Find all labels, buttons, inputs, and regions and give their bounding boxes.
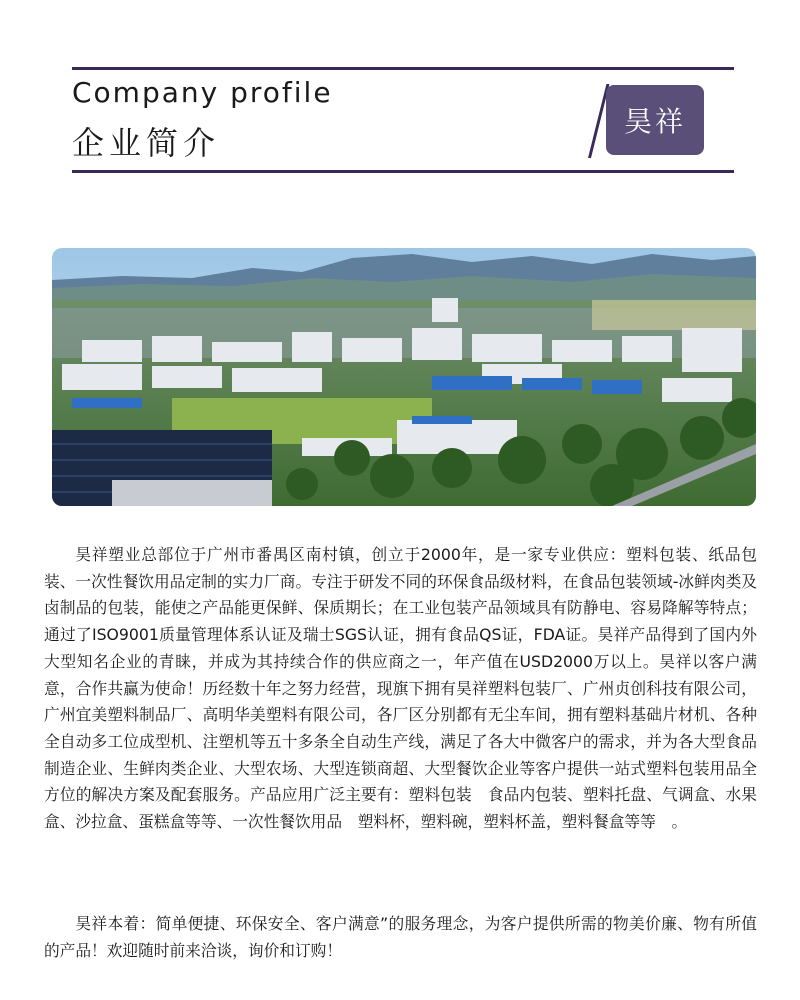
page-title-chinese: 企业简介 — [72, 124, 221, 162]
top-divider — [72, 67, 734, 70]
service-philosophy-paragraph: 昊祥本着：简单便捷、环保安全、客户满意”的服务理念，为客户提供所需的物美价廉、物有所值的产品！欢迎随时前来洽谈，询价和订购！ — [44, 914, 757, 960]
brand-badge: 昊祥 — [606, 85, 704, 155]
page-title-english: Company profile — [72, 76, 333, 109]
bottom-divider — [72, 170, 734, 173]
company-description-paragraph: 昊祥塑业总部位于广州市番禺区南村镇，创立于2000年，是一家专业供应：塑料包装、纸品包装、一次性餐饮用品定制的实力厂商。专注于研发不同的环保食品级材料，在食品包装领域-冰鲜肉类及卤制品的包装，能使之产品能更保鲜、保质期长；在工业包装产品领域具有防静电、容易降解等特点；通过了ISO9001质量管理体系认证及瑞士SGS认证，拥有食品QS证，FDA证。昊祥产品得到了国内外大型知名企业的青睐，并成为其持续合作的供应商之一，年产值在USD2000万以上。昊祥以客户满意，合作共赢为使命！历经数十年之努力经营，现旗下拥有昊祥塑料包装厂、广州贞创科技有限公司，广州宜美塑料制品厂、高明华美塑料有限公司，各厂区分别都有无尘车间，拥有塑料基础片材机、各种全自动多工位成型机、注塑机等五十多条全自动生产线，满足了各大中微客户的需求，并为各大型食品制造企业、生鲜肉类企业、大型农场、大型连锁商超、大型餐饮企业等客户提供一站式塑料包装用品全方位的解决方案及配套服务。产品应用广泛主要有：塑料包装 食品内包装、塑料托盘、气调盒、水果盒、沙拉盒、蛋糕盒等等、一次性餐饮用品 塑料杯，塑料碗，塑料杯盖，塑料餐盒等等 。 — [44, 545, 757, 832]
aerial-industrial-park-photo — [52, 248, 756, 506]
